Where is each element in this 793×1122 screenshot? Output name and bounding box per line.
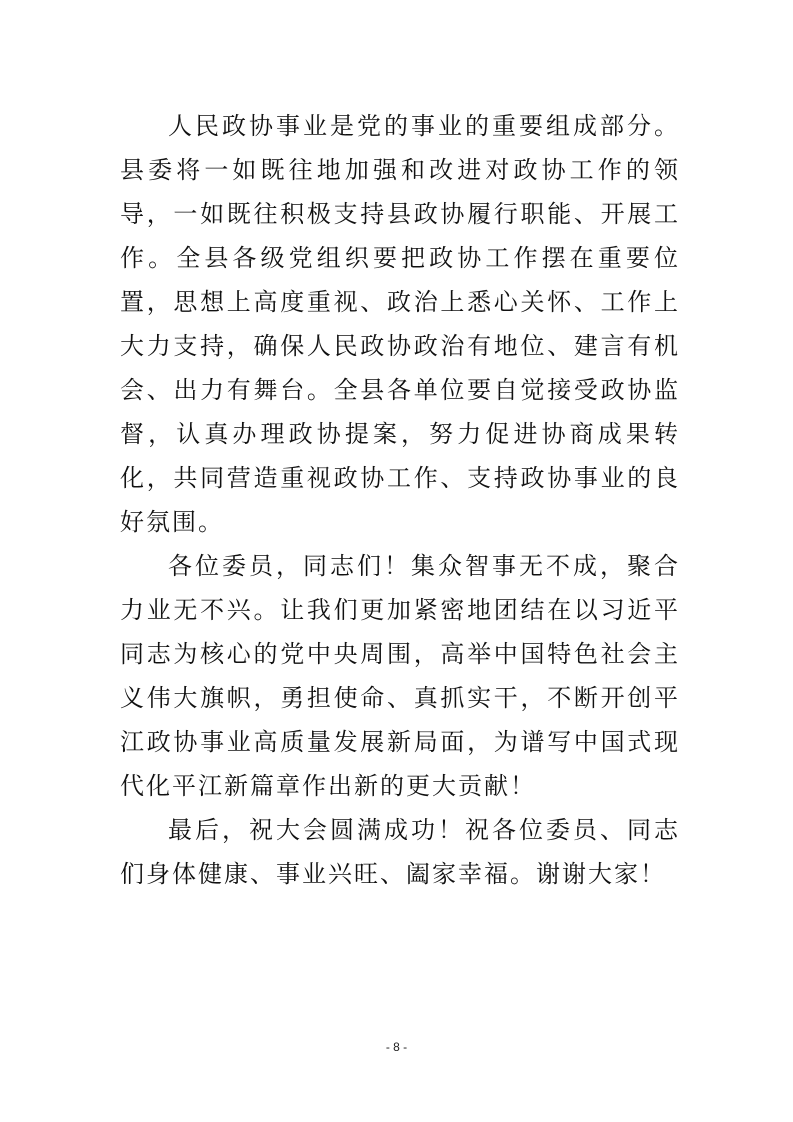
page-number: - 8 - — [385, 1040, 408, 1054]
paragraph-closing-wishes: 最后，祝大会圆满成功！祝各位委员、同志们身体健康、事业兴旺、阖家幸福。谢谢大家！ — [120, 816, 680, 888]
paragraph-call-to-action: 各位委员，同志们！集众智事无不成，聚合力业无不兴。让我们更加紧密地团结在以习近平同志为核心的党中央周围，高举中国特色社会主义伟大旗帜，勇担使命、真抓实干，不断开创平江政协事业高质量发展新局面，为谱写中国式现代化平江新篇章作出新的更大贡献！ — [120, 552, 680, 800]
paragraph-support-cppcc: 人民政协事业是党的事业的重要组成部分。县委将一如既往地加强和改进对政协工作的领导，一如既往积极支持县政协履行职能、开展工作。全县各级党组织要把政协工作摆在重要位置，思想上高度重视、政治上悉心关怀、工作上大力支持，确保人民政协政治有地位、建言有机会、出力有舞台。全县各单位要自觉接受政协监督，认真办理政协提案，努力促进协商成果转化，共同营造重视政协工作、支持政协事业的良好氛围。 — [120, 112, 680, 536]
body-text — [120, 104, 680, 896]
